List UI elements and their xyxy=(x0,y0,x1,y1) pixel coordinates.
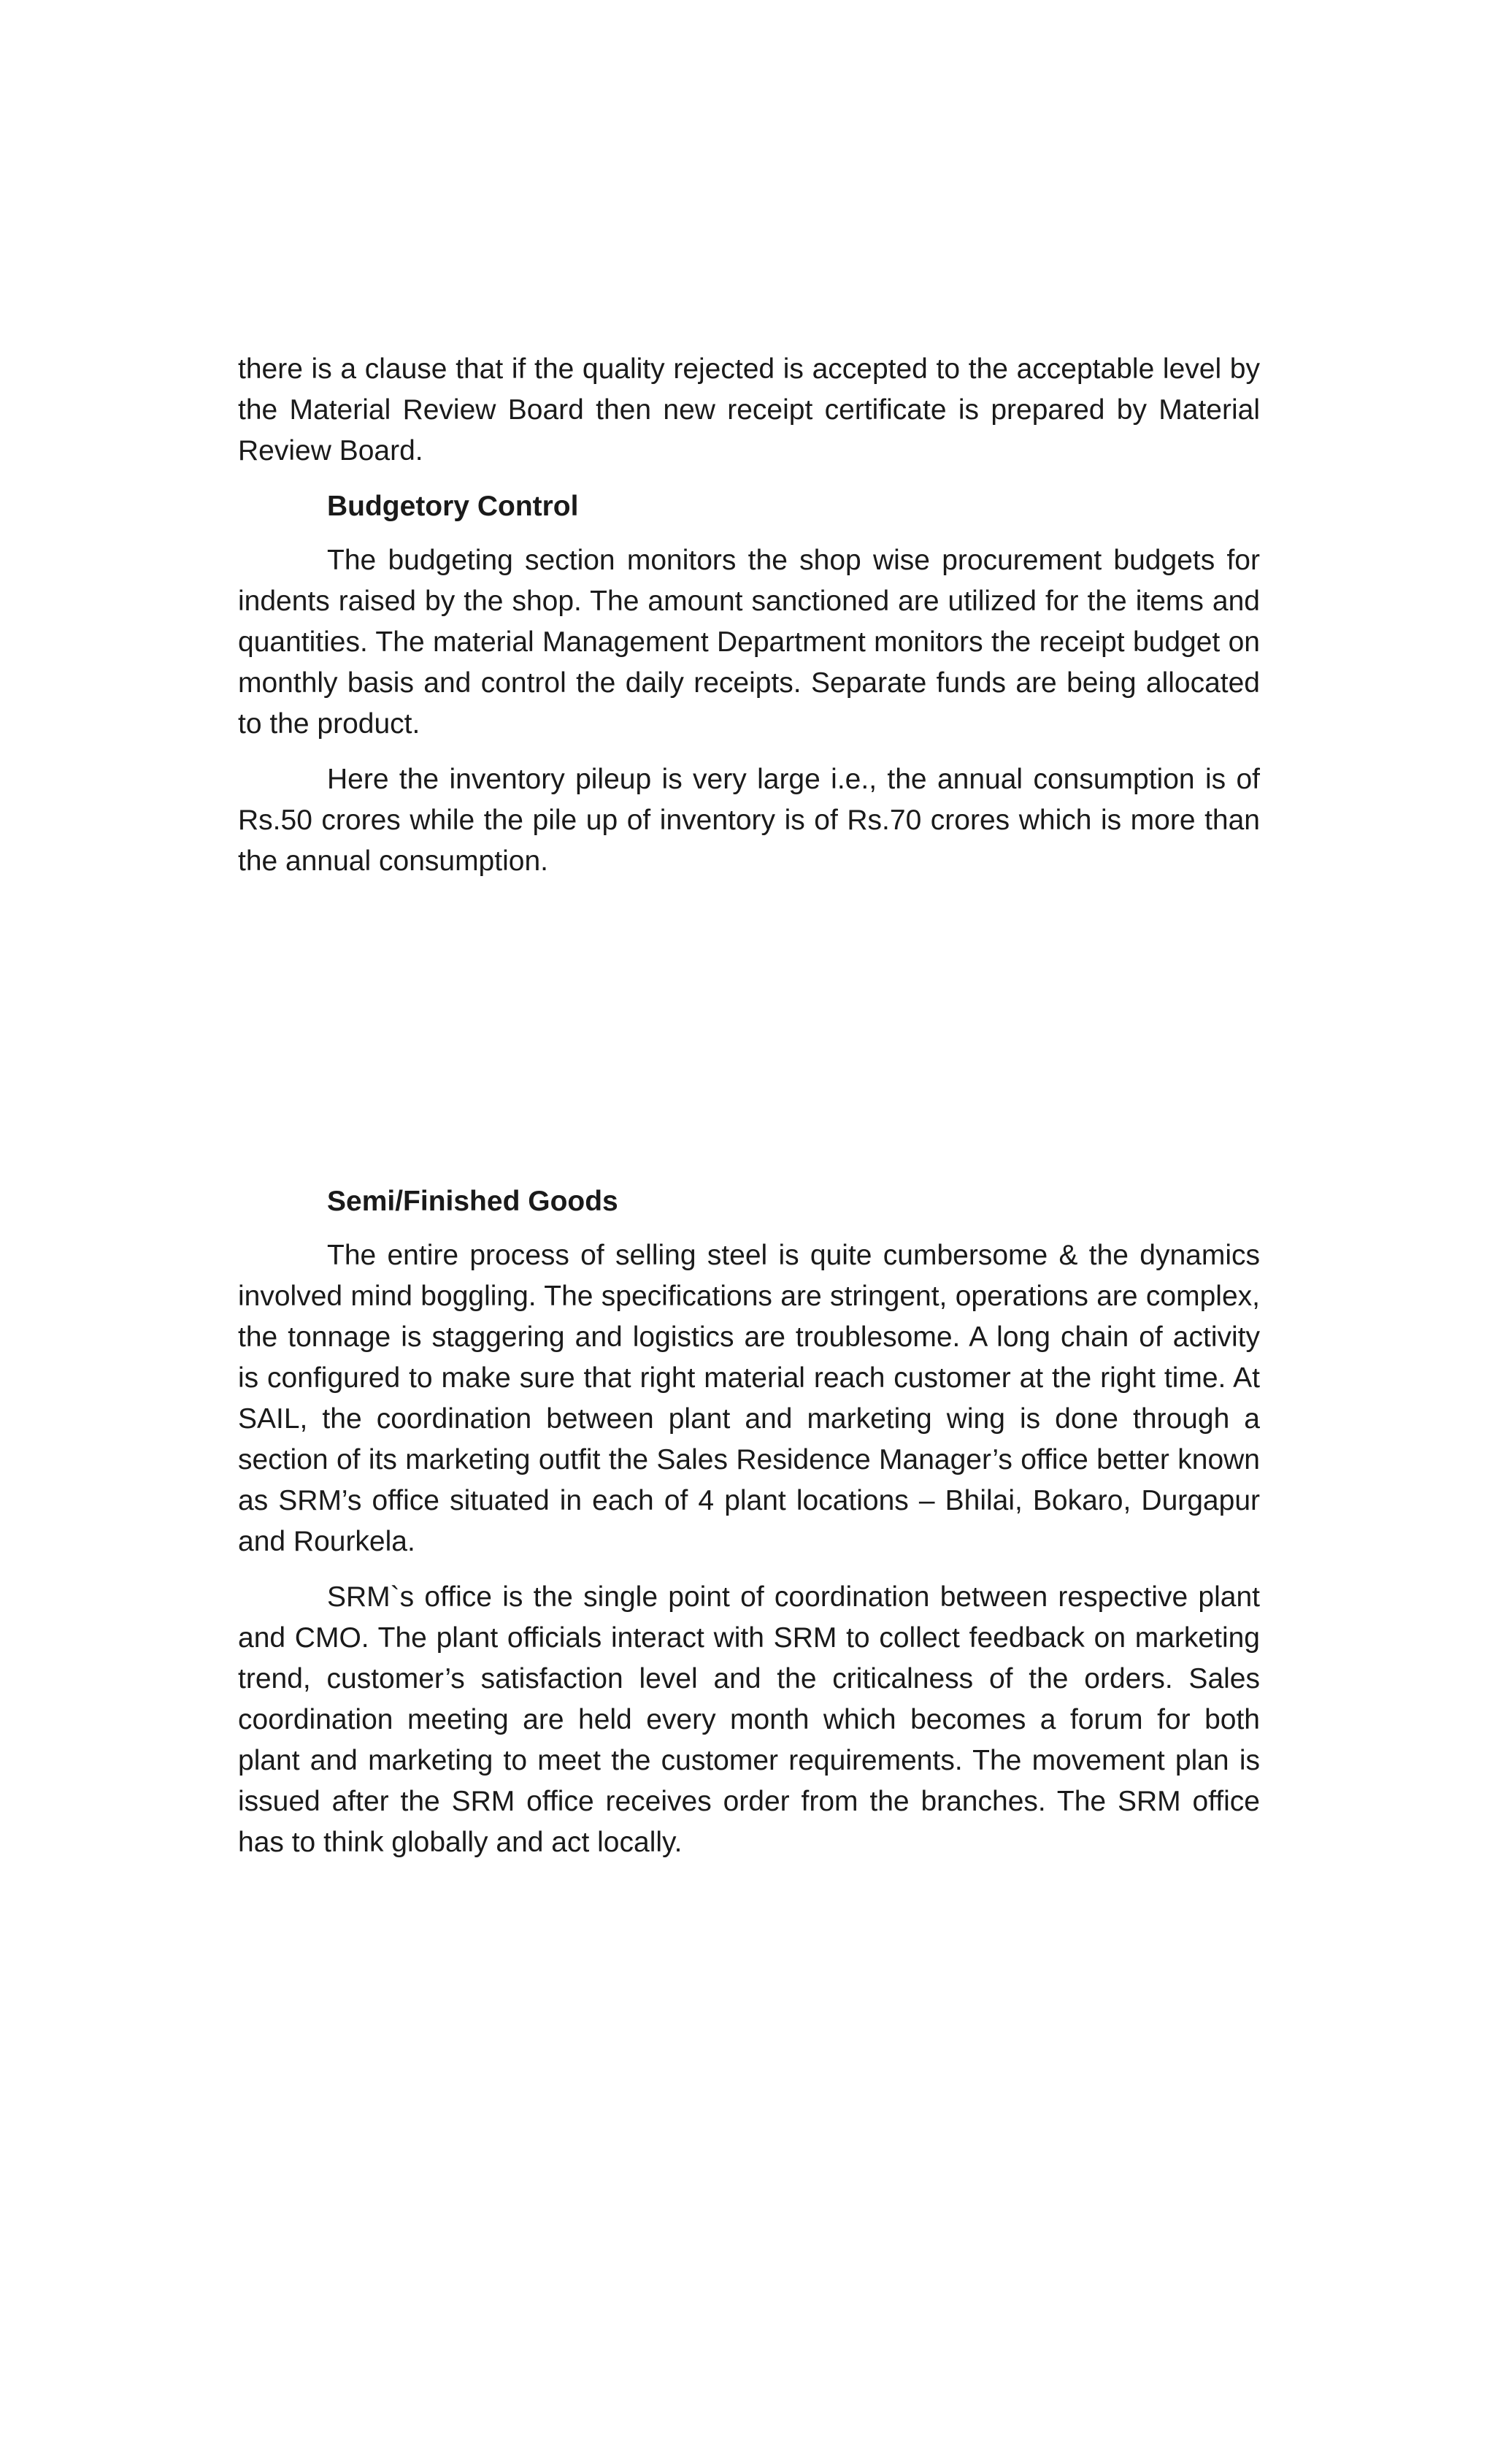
semi-finished-goods-section xyxy=(238,1181,1260,1878)
goods-paragraph-1: The entire process of selling steel is quite cumbersome & the dynamics involved mind boggling. The specifications are stringent, operations are complex, the tonnage is staggering and logistics are troublesome. A long chain of activity is configured to make sure that right material reach customer at the right time. At SAIL, the coordination between plant and marketing wing is done through a section of its marketing outfit the Sales Residence Manager’s office better known as SRM’s office situated in each of 4 plant locations – Bhilai, Bokaro, Durgapur and Rourkela. xyxy=(238,1240,1260,1557)
goods-paragraph-2: SRM`s office is the single point of coordination between respective plant and CMO. The plant officials interact with SRM to collect feedback on marketing trend, customer’s satisfaction level and the criticalness of the orders. Sales coordination meeting are held every month which becomes a forum for both plant and marketing to meet the customer requirements. The movement plan is issued after the SRM office receives order from the branches. The SRM office has to think globally and act locally. xyxy=(238,1581,1260,1858)
budgetory-control-section xyxy=(238,349,1260,897)
section-heading-semi-finished-goods: Semi/Finished Goods xyxy=(327,1186,618,1217)
budget-paragraph-2: Here the inventory pileup is very large i.e., the annual consumption is of Rs.50 crores while the pile up of inventory is of Rs.70 crores which is more than the annual consumption. xyxy=(238,764,1260,877)
section-heading-budgetory-control: Budgetory Control xyxy=(327,491,579,522)
continued-paragraph: there is a clause that if the quality rejected is accepted to the acceptable level by the Material Review Board then new receipt certificate is prepared by Material Review Board. xyxy=(238,353,1260,467)
budget-paragraph-1: The budgeting section monitors the shop wise procurement budgets for indents raised by the shop. The amount sanctioned are utilized for the items and quantities. The material Management Department monitors the receipt budget on monthly basis and control the daily receipts. Separate funds are being allocated to the product. xyxy=(238,545,1260,740)
